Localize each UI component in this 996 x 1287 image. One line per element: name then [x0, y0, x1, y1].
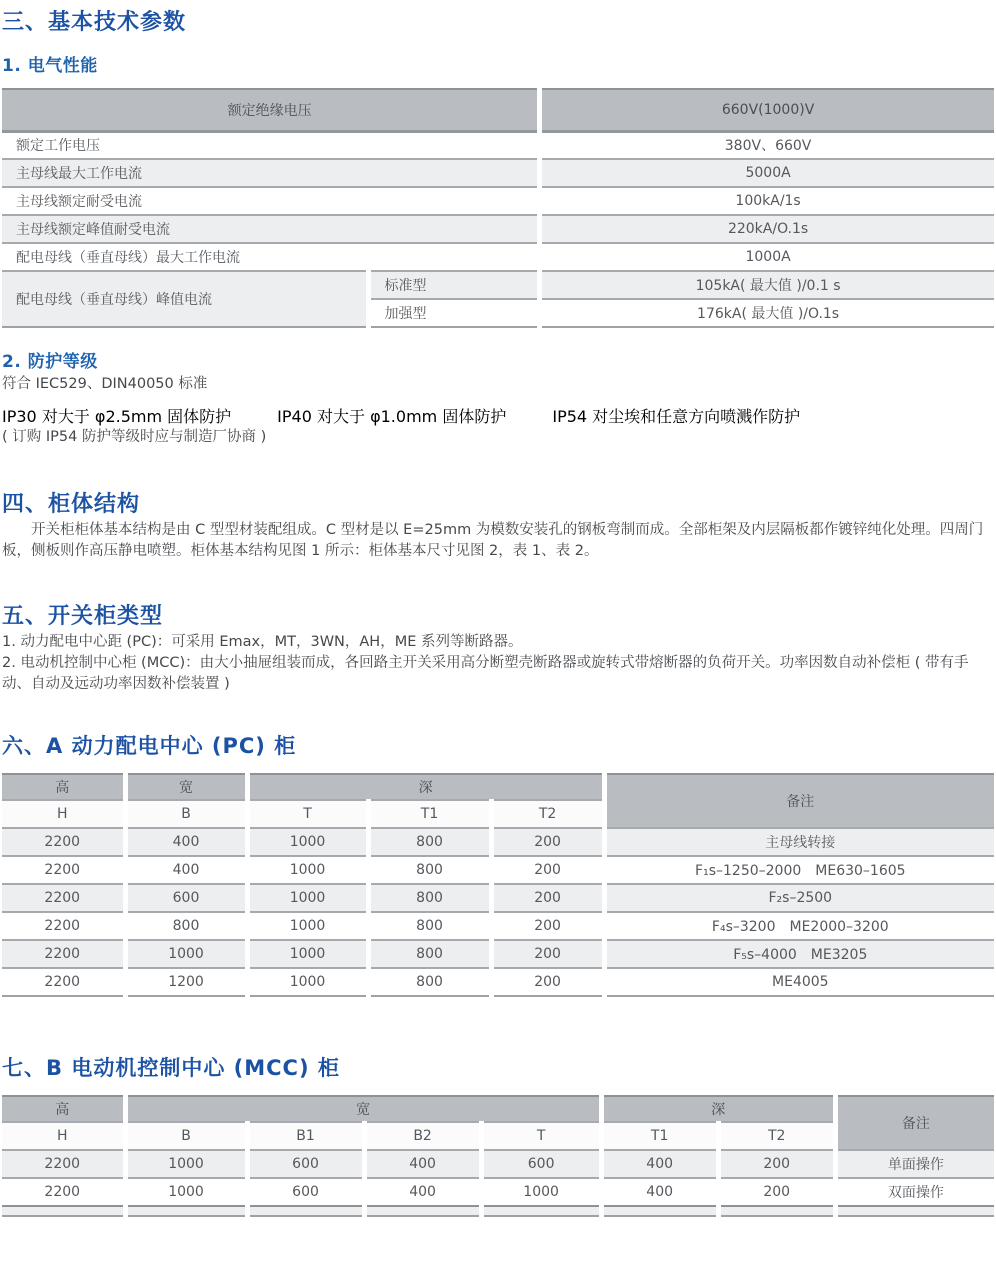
pc-cabinet-dimensions-table: [2, 773, 994, 997]
table-row: [2, 856, 994, 884]
table-row: [2, 215, 994, 243]
table-cell: ME4005: [604, 968, 994, 996]
row-label: 额定工作电压: [2, 131, 540, 159]
protection-standard-text: 符合 IEC529、DIN40050 标准: [2, 376, 208, 392]
mcc-cabinet-dimensions-table: [2, 1095, 994, 1217]
table-cell: 400: [601, 1178, 718, 1206]
section-heading-switchgear-types: 五、开关柜类型: [2, 604, 164, 629]
column-header: 额定绝缘电压: [2, 89, 540, 131]
table-cell: 200: [718, 1150, 835, 1178]
table-row: [2, 828, 994, 856]
table-cell: 800: [368, 884, 491, 912]
column-header: B1: [247, 1122, 364, 1150]
column-header: T2: [491, 800, 604, 828]
table-cell: 1000A: [540, 243, 994, 271]
table-row: [2, 968, 994, 996]
table-cell: 2200: [2, 968, 125, 996]
table-cell: 1000: [247, 968, 368, 996]
table-cell: 800: [368, 968, 491, 996]
table-cell: 2200: [2, 884, 125, 912]
column-header-height: 高: [2, 774, 125, 800]
table-cell: 1000: [125, 1178, 247, 1206]
clipped-partial-row: [2, 1206, 994, 1216]
table-cell: 600: [247, 1178, 364, 1206]
table-cell: 200: [491, 912, 604, 940]
column-header-remark: 备注: [604, 774, 994, 828]
table-cell: 800: [125, 912, 247, 940]
catalog-page: [0, 8, 996, 1217]
table-cell: 2200: [2, 1178, 125, 1206]
table-row: [2, 159, 994, 187]
table-row: [2, 187, 994, 215]
column-header: T: [247, 800, 368, 828]
table-cell: 800: [368, 828, 491, 856]
table-cell: 200: [491, 828, 604, 856]
table-row: [2, 940, 994, 968]
table-cell: 2200: [2, 940, 125, 968]
table-cell: 1000: [125, 1150, 247, 1178]
switchgear-type-item-pc: 1. 动力配电中心距 (PC)：可采用 Emax，MT，3WN，AH，ME 系列等断路器。: [2, 634, 523, 650]
section-heading-basic-parameters: 三、基本技术参数: [2, 10, 187, 35]
section-heading-mcc-cabinet: 七、B 电动机控制中心 (MCC) 柜: [2, 1056, 340, 1080]
table-cell: F₅s–4000 ME3205: [604, 940, 994, 968]
column-header: T1: [601, 1122, 718, 1150]
table-cell: 100kA/1s: [540, 187, 994, 215]
table-cell: 2200: [2, 1150, 125, 1178]
table-row: [2, 1178, 994, 1206]
protection-note-text: ( 订购 IP54 防护等级时应与制造厂协商 ): [2, 429, 267, 445]
table-cell: 400: [364, 1150, 481, 1178]
ip54-text: IP54 对尘埃和任意方向喷溅作防护: [552, 407, 801, 426]
table-cell: 200: [491, 968, 604, 996]
table-cell: 200: [491, 940, 604, 968]
table-cell: 800: [368, 912, 491, 940]
column-header: T: [481, 1122, 601, 1150]
table-cell: 1000: [481, 1178, 601, 1206]
table-cell: 600: [125, 884, 247, 912]
table-row: [2, 131, 994, 159]
column-header-depth: 深: [247, 774, 604, 800]
table-cell: 1000: [247, 940, 368, 968]
table-cell: F₄s–3200 ME2000–3200: [604, 912, 994, 940]
section-heading-pc-cabinet: 六、A 动力配电中心 (PC) 柜: [2, 734, 297, 758]
table-cell: 600: [481, 1150, 601, 1178]
table-cell: 主母线转接: [604, 828, 994, 856]
table-cell: 400: [125, 856, 247, 884]
column-header-depth: 深: [601, 1096, 835, 1122]
section-heading-cabinet-structure: 四、柜体结构: [2, 492, 141, 517]
column-header: 660V(1000)V: [540, 89, 994, 131]
table-cell: 5000A: [540, 159, 994, 187]
table-cell: F₂s–2500: [604, 884, 994, 912]
table-cell: 双面操作: [835, 1178, 994, 1206]
table-group-header-row: [2, 1096, 994, 1122]
electrical-performance-table: [2, 88, 994, 328]
table-cell: 1000: [247, 912, 368, 940]
table-cell: 2200: [2, 856, 125, 884]
column-header: B2: [364, 1122, 481, 1150]
column-header-width: 宽: [125, 1096, 601, 1122]
table-cell: 400: [125, 828, 247, 856]
column-header: T2: [718, 1122, 835, 1150]
table-cell: 1200: [125, 968, 247, 996]
table-group-header-row: [2, 774, 994, 800]
column-header-remark: 备注: [835, 1096, 994, 1150]
table-row: [2, 912, 994, 940]
table-cell: 1000: [247, 856, 368, 884]
subsection-heading-electrical-performance: 1. 电气性能: [2, 56, 98, 76]
table-cell: 1000: [125, 940, 247, 968]
table-cell: 400: [601, 1150, 718, 1178]
table-cell: 200: [718, 1178, 835, 1206]
table-cell: 105kA( 最大值 )/0.1 s: [540, 271, 994, 299]
column-header: B: [125, 800, 247, 828]
table-cell: 2200: [2, 828, 125, 856]
row-label: 主母线额定峰值耐受电流: [2, 215, 540, 243]
table-row: [2, 1150, 994, 1178]
row-label: 配电母线（垂直母线）峰值电流: [2, 271, 368, 327]
subsection-heading-protection-level: 2. 防护等级: [2, 352, 98, 372]
table-row: [2, 271, 994, 299]
table-cell: 200: [491, 856, 604, 884]
table-cell: F₁s–1250–2000 ME630–1605: [604, 856, 994, 884]
ip40-text: IP40 对大于 φ1.0mm 固体防护: [277, 407, 507, 426]
table-cell: 600: [247, 1150, 364, 1178]
table-cell: 400: [364, 1178, 481, 1206]
switchgear-type-item-mcc: 2. 电动机控制中心柜 (MCC)：由大小抽屉组装而成，各回路主开关采用高分断塑壳断路器或旋转式带熔断器的负荷开关。功率因数自动补偿柜 ( 带有手动、自动及远动功率因数补偿装置 ): [2, 655, 969, 692]
column-header: T1: [368, 800, 491, 828]
table-cell: 220kA/O.1s: [540, 215, 994, 243]
row-label: 主母线额定耐受电流: [2, 187, 540, 215]
table-cell: 1000: [247, 828, 368, 856]
table-cell: 176kA( 最大值 )/O.1s: [540, 299, 994, 327]
table-row: [2, 884, 994, 912]
table-header-row: [2, 89, 994, 131]
protection-ip-ratings: [2, 404, 994, 427]
table-cell: 200: [491, 884, 604, 912]
ip30-text: IP30 对大于 φ2.5mm 固体防护: [2, 407, 232, 426]
column-header: H: [2, 1122, 125, 1150]
table-row: [2, 243, 994, 271]
cabinet-structure-paragraph: 开关柜柜体基本结构是由 C 型型材装配组成。C 型材是以 E=25mm 为模数安装孔的钢板弯制而成。全部柜架及内层隔板都作镀锌纯化处理。四周门板，侧板则作高压静电喷塑。柜体基本结构见图 1 所示：柜体基本尺寸见图 2，表 1、表 2。: [2, 522, 984, 559]
row-label: 主母线最大工作电流: [2, 159, 540, 187]
row-label: 配电母线（垂直母线）最大工作电流: [2, 243, 540, 271]
table-cell: 800: [368, 856, 491, 884]
table-cell: 标准型: [368, 271, 540, 299]
table-cell: 2200: [2, 912, 125, 940]
table-cell: 单面操作: [835, 1150, 994, 1178]
column-header: B: [125, 1122, 247, 1150]
table-cell: 1000: [247, 884, 368, 912]
column-header-height: 高: [2, 1096, 125, 1122]
table-cell: 380V、660V: [540, 131, 994, 159]
column-header-width: 宽: [125, 774, 247, 800]
table-cell: 加强型: [368, 299, 540, 327]
column-header: H: [2, 800, 125, 828]
table-cell: 800: [368, 940, 491, 968]
